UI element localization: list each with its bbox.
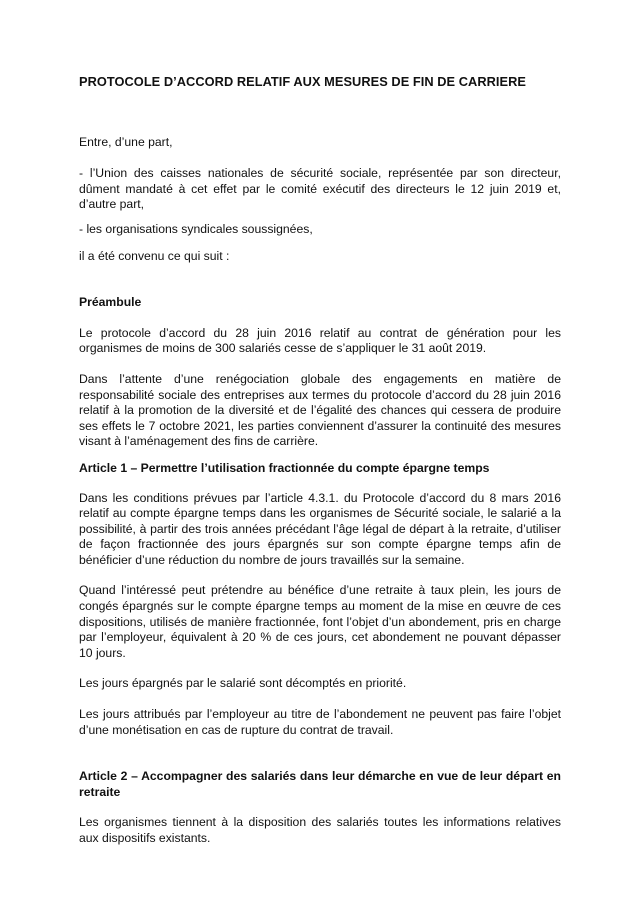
document-title: PROTOCOLE D’ACCORD RELATIF AUX MESURES DE FIN DE CARRIERE [79, 74, 526, 89]
agreement-statement: il a été convenu ce qui suit : [79, 248, 230, 263]
article-1-heading: Article 1 – Permettre l’utilisation fractionnée du compte épargne temps [79, 460, 490, 475]
document-page [79, 74, 561, 847]
preamble-heading: Préambule [79, 295, 142, 310]
preamble-paragraph-2: Dans l’attente d’une renégociation globale des engagements en matière de responsabilité sociale des entreprises aux termes du protocole d’accord du 28 juin 2016 relatif à la promotion de la diversité et de l’égalité des chances qui cessera de produire ses effets le 7 octobre 2021, les parties conviennent d’assurer la continuité des mesures visant à l’aménagement des fins de carrière. [79, 371, 561, 449]
article-2-paragraph-1: Les organismes tiennent à la disposition des salariés toutes les informations relatives aux dispositifs existants. [79, 815, 561, 845]
party-two: - les organisations syndicales soussignées, [79, 221, 313, 236]
preamble-paragraph-1: Le protocole d’accord du 28 juin 2016 relatif au contrat de génération pour les organismes de moins de 300 salariés cesse de s’appliquer le 31 août 2019. [79, 325, 561, 356]
article-1-paragraph-1: Dans les conditions prévues par l’article 4.3.1. du Protocole d’accord du 8 mars 2016 relatif au compte épargne temps dans les organismes de Sécurité sociale, le salarié a la possibilité, à partir des trois années précédant l’âge légal de départ à la retraite, d’utiliser de façon fractionnée des jours épargnés sur son compte épargne temps afin de bénéficier d’une réduction du nombre de jours travaillés sur la semaine. [79, 490, 561, 567]
party-one: - l’Union des caisses nationales de sécurité sociale, représentée par son directeur, dûment mandaté à cet effet par le comité exécutif des directeurs le 12 juin 2019 et, d’autre part, [79, 166, 561, 212]
article-1-paragraph-3: Les jours épargnés par le salarié sont décomptés en priorité. [79, 676, 407, 691]
article-1-paragraph-4: Les jours attribués par l’employeur au titre de l’abondement ne peuvent pas faire l’objet d’une monétisation en cas de rupture du contrat de travail. [79, 707, 561, 737]
article-2-heading: Article 2 – Accompagner des salariés dans leur démarche en vue de leur départ en retraite [79, 769, 561, 799]
article-1-paragraph-2: Quand l’intéressé peut prétendre au bénéfice d’une retraite à taux plein, les jours de congés épargnés sur le compte épargne temps au moment de la mise en œuvre de ces dispositions, utilisés de manière fractionnée, font l’objet d’un abondement, pris en charge par l’employeur, équivalent à 20 % de ces jours, cet abondement ne pouvant dépasser 10 jours. [79, 583, 561, 660]
parties-intro: Entre, d’une part, [79, 134, 173, 149]
